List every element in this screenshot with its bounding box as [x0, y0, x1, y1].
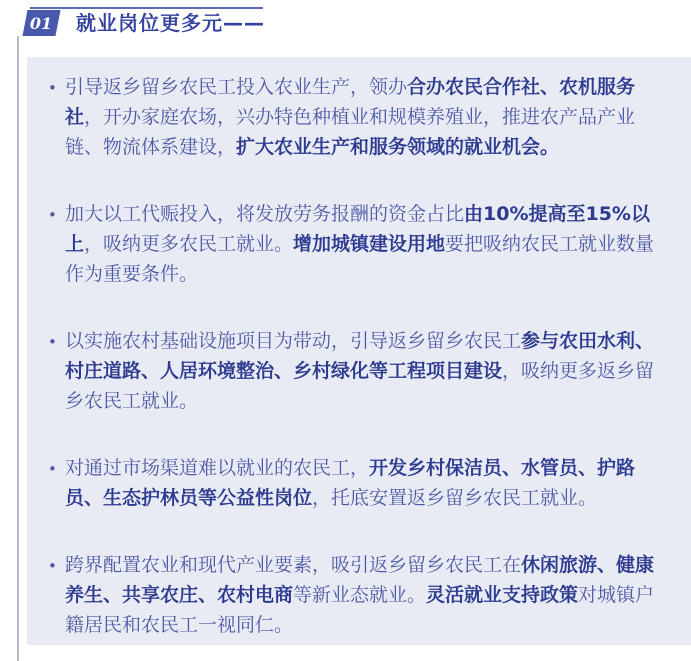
bullet-text-emphasis: 休闲旅游、健康养生、共享农庄、农村电商	[65, 554, 655, 606]
list-item	[48, 550, 661, 640]
bullet-text: ，开办家庭农场，兴办特色种植业和规模养殖业，推进农产品产业链、物流体系建设，	[65, 106, 636, 158]
list-item	[48, 326, 661, 416]
policy-bullet-list	[48, 72, 661, 640]
bullet-text-emphasis: 增加城镇建设用地	[293, 233, 446, 255]
section-number-badge	[22, 10, 60, 36]
bullet-text: 等新业态就业。	[293, 584, 427, 606]
list-item	[48, 453, 661, 513]
bullet-text-emphasis: 由10%提高至15%以上	[65, 203, 650, 255]
bullet-text: 引导返乡留乡农民工投入农业生产，领办	[65, 76, 408, 98]
bullet-text-emphasis: 灵活就业支持政策	[426, 584, 579, 606]
bullet-text: 加大以工代赈投入，将发放劳务报酬的资金占比	[65, 203, 465, 225]
bullet-text-emphasis: 参与农田水利、村庄道路、人居环境整治、乡村绿化等工程项目建设	[65, 330, 655, 382]
bullet-dot-icon: •	[48, 557, 57, 575]
bullet-text: 对城镇户籍居民和农民工一视同仁。	[65, 584, 655, 636]
content-panel	[27, 57, 691, 645]
bullet-text: 要把吸纳农民工就业数量作为重要条件。	[65, 233, 655, 285]
bullet-dot-icon: •	[48, 460, 57, 478]
page-title: 就业岗位更多元——	[76, 11, 265, 35]
bullet-text: 跨界配置农业和现代产业要素，吸引返乡留乡农民工在	[65, 554, 522, 576]
left-vertical-rule	[17, 36, 19, 661]
bullet-text: ，托底安置返乡留乡农民工就业。	[312, 487, 598, 509]
bullet-text: ，吸纳更多农民工就业。	[84, 233, 294, 255]
bullet-dot-icon: •	[48, 79, 57, 97]
bullet-text-emphasis: 合办农民合作社、农机服务社	[65, 76, 636, 128]
section-number: 01	[30, 13, 53, 33]
list-item	[48, 199, 661, 289]
bullet-text: 以实施农村基础设施项目为带动，引导返乡留乡农民工	[65, 330, 522, 352]
bullet-text-emphasis: 扩大农业生产和服务领域的就业机会。	[236, 136, 560, 158]
bullet-text-emphasis: 开发乡村保洁员、水管员、护路员、生态护林员等公益性岗位	[65, 457, 636, 509]
bullet-dot-icon: •	[48, 206, 57, 224]
bullet-dot-icon: •	[48, 333, 57, 351]
bullet-text: ，吸纳更多返乡留乡农民工就业。	[65, 360, 655, 412]
bullet-text: 对通过市场渠道难以就业的农民工，	[65, 457, 370, 479]
list-item	[48, 72, 661, 162]
